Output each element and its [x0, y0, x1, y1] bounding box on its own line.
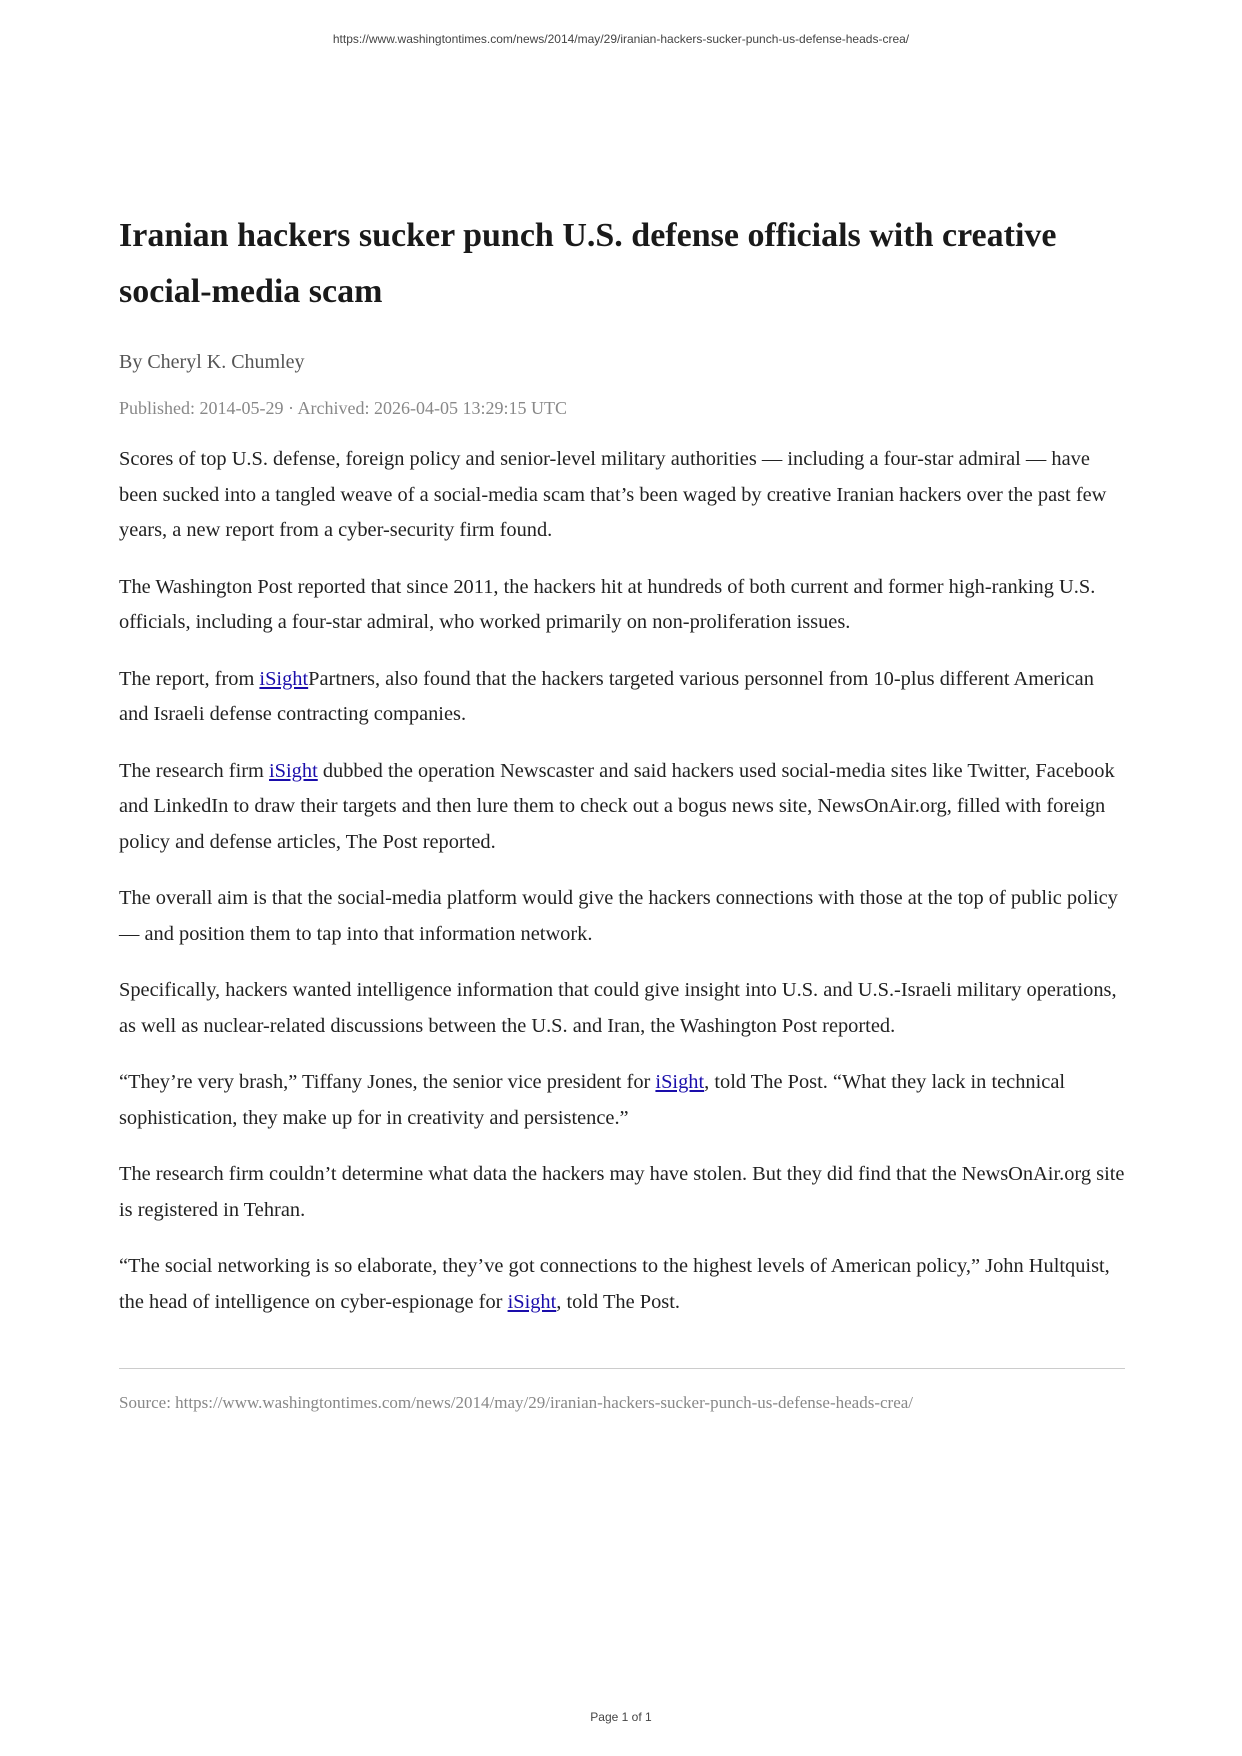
- paragraph-9-text-before: “The social networking is so elaborate, they’ve got connections to the highest levels of American policy,” John Hultquist, the head of intelligence on cyber-espionage for: [119, 1255, 1110, 1313]
- article: [119, 208, 1125, 1415]
- article-body: [119, 442, 1125, 1320]
- byline: By Cheryl K. Chumley: [119, 351, 305, 373]
- article-title: Iranian hackers sucker punch U.S. defense officials with creative social-media scam: [119, 217, 1057, 310]
- isight-link[interactable]: iSight: [655, 1071, 705, 1093]
- paragraph-7-text-before: “They’re very brash,” Tiffany Jones, the senior vice president for: [119, 1071, 656, 1093]
- paragraph-8: The research firm couldn’t determine what data the hackers may have stolen. But they did find that the NewsOnAir.org site is registered in Tehran.: [119, 1163, 1125, 1221]
- page-number: Page 1 of 1: [590, 1710, 652, 1724]
- paragraph-9: [119, 1249, 1125, 1320]
- paragraph-5: The overall aim is that the social-media platform would give the hackers connections with those at the top of public policy — and position them to tap into that information network.: [119, 887, 1118, 945]
- paragraph-3: [119, 662, 1125, 733]
- isight-link[interactable]: iSight: [259, 667, 309, 690]
- paragraph-3-text-after: Partners, also found that the hackers targeted various personnel from 10-plus different American and Israeli defense contracting companies.: [119, 667, 1094, 725]
- paragraph-4-text-before: The research firm: [119, 759, 270, 782]
- paragraph-6: Specifically, hackers wanted intelligence information that could give insight into U.S. and U.S.-Israeli military operations, as well as nuclear-related discussions between the U.S. and Iran, the Washington Post reported.: [119, 979, 1117, 1037]
- source-line: Source: https://www.washingtontimes.com/news/2014/may/29/iranian-hackers-sucker-punch-us-defense-heads-crea/: [119, 1393, 914, 1412]
- isight-link[interactable]: iSight: [507, 1290, 557, 1313]
- paragraph-4: [119, 754, 1125, 861]
- paragraph-9-text-after: , told The Post.: [556, 1290, 680, 1313]
- isight-link[interactable]: iSight: [269, 759, 318, 782]
- header-url: https://www.washingtontimes.com/news/2014/may/29/iranian-hackers-sucker-punch-us-defense-heads-crea/: [332, 32, 910, 46]
- paragraph-4-text-after: dubbed the operation Newscaster and said hackers used social-media sites like Twitter, Facebook and LinkedIn to draw their targets and then lure them to check out a bogus news site, NewsOnAir.org, filled with foreign policy and defense articles, The Post reported.: [119, 759, 1115, 853]
- paragraph-7-text-after: , told The Post. “What they lack in technical sophistication, they make up for in creativity and persistence.”: [119, 1071, 1066, 1129]
- paragraph-1: Scores of top U.S. defense, foreign policy and senior-level military authorities — including a four-star admiral — have been sucked into a tangled weave of a social-media scam that’s been waged by creative Iranian hackers over the past few years, a new report from a cyber-security firm found.: [119, 448, 1107, 541]
- publish-meta: Published: 2014-05-29 · Archived: 2026-04-05 13:29:15 UTC: [119, 398, 567, 418]
- paragraph-3-text-before: The report, from: [119, 667, 260, 690]
- paragraph-7: [119, 1065, 1125, 1136]
- divider: [119, 1368, 1125, 1369]
- paragraph-2: The Washington Post reported that since 2011, the hackers hit at hundreds of both current and former high-ranking U.S. officials, including a four-star admiral, who worked primarily on non-proliferation issues.: [119, 575, 1096, 633]
